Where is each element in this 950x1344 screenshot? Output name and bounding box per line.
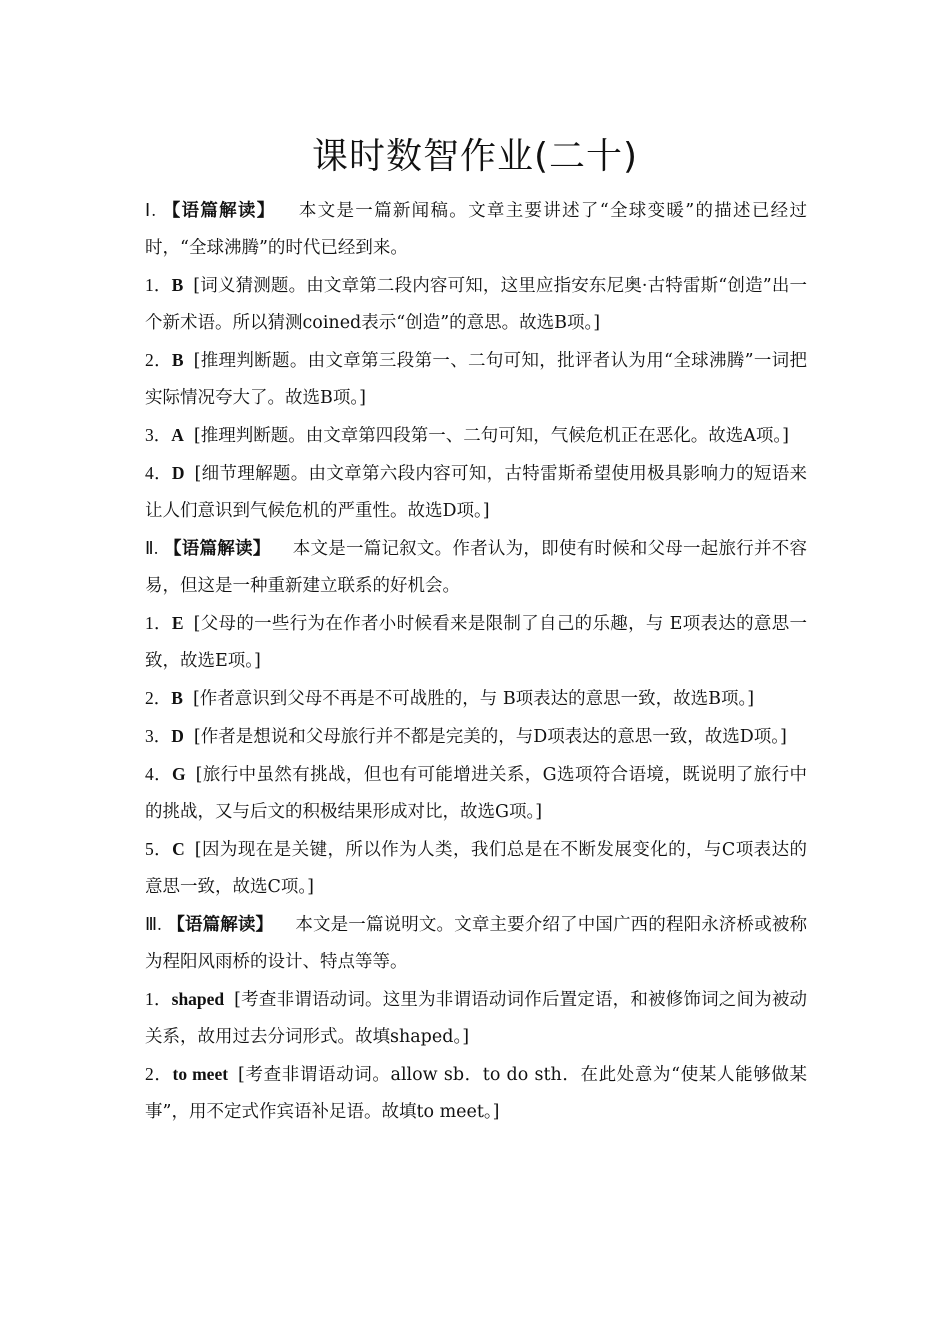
answer-item <box>145 455 807 530</box>
item-answer: B <box>171 688 183 708</box>
item-explanation: [父母的一些行为在作者小时候看来是限制了自己的乐趣，与 E项表达的意思一致，故选E项。] <box>145 614 807 671</box>
item-answer: E <box>171 613 184 633</box>
item-answer: A <box>171 425 184 445</box>
section-2-intro <box>145 530 807 605</box>
item-explanation: [考查非谓语动词。allow sb．to do sth．在此处意为“使某人能够做某事”，用不定式作宾语补足语。故填to meet。] <box>145 1065 807 1122</box>
item-explanation: [作者意识到父母不再是不可战胜的，与 B项表达的意思一致，故选B项。] <box>192 689 755 709</box>
section-numeral: Ⅰ. <box>145 200 156 220</box>
item-answer: shaped <box>171 989 225 1009</box>
answer-item <box>145 718 807 756</box>
section-tag: 【语篇解读】 <box>164 539 271 559</box>
item-explanation: [因为现在是关键，所以作为人类，我们总是在不断发展变化的，与C项表达的意思一致，故选C项。] <box>145 840 808 897</box>
item-number: 3． <box>145 425 172 445</box>
answer-content <box>145 192 807 1131</box>
item-number: 2． <box>145 688 172 708</box>
section-tag: 【语篇解读】 <box>162 201 276 221</box>
answer-item <box>145 267 807 342</box>
answer-item <box>145 342 807 417</box>
answer-item <box>145 1056 807 1131</box>
item-number: 2． <box>145 350 172 370</box>
item-number: 1． <box>145 275 172 295</box>
page-title: 课时数智作业(二十) <box>311 136 639 177</box>
item-answer: D <box>171 726 184 746</box>
section-summary: 本文是一篇记叙文。作者认为，即使有时候和父母一起旅行并不容易，但这是一种重新建立联系的好机会。 <box>145 539 807 596</box>
item-explanation: [考查非谓语动词。这里为非谓语动词作后置定语，和被修饰词之间为被动关系，故用过去分词形式。故填shaped。] <box>145 990 808 1047</box>
item-explanation: [推理判断题。由文章第三段第一、二句可知，批评者认为用“全球沸腾”一词把实际情况夸大了。故选B项。] <box>145 351 807 408</box>
answer-item <box>145 756 807 831</box>
answer-item <box>145 605 807 680</box>
item-number: 4． <box>145 764 173 784</box>
section-1-intro <box>145 192 807 267</box>
section-summary: 本文是一篇说明文。文章主要介绍了中国广西的程阳永济桥或被称为程阳风雨桥的设计、特点等等。 <box>145 915 807 972</box>
item-answer: D <box>171 463 185 483</box>
item-answer: C <box>172 839 185 859</box>
section-numeral: Ⅱ. <box>145 538 159 558</box>
item-number: 1． <box>145 989 172 1009</box>
section-summary: 本文是一篇新闻稿。文章主要讲述了“全球变暖”的描述已经过时，“全球沸腾”的时代已经到来。 <box>145 201 807 258</box>
answer-item <box>145 680 807 718</box>
section-3-intro <box>145 906 807 981</box>
item-explanation: [细节理解题。由文章第六段内容可知，古特雷斯希望使用极具影响力的短语来让人们意识到气候危机的严重性。故选D项。] <box>145 464 808 521</box>
item-number: 2． <box>145 1064 173 1084</box>
item-explanation: [作者是想说和父母旅行并不都是完美的，与D项表达的意思一致，故选D项。] <box>193 727 787 747</box>
item-number: 4． <box>145 463 172 483</box>
section-numeral: Ⅲ. <box>145 914 162 934</box>
answer-item <box>145 417 807 455</box>
answer-item <box>145 981 807 1056</box>
item-answer: B <box>171 350 184 370</box>
item-answer: G <box>172 764 186 784</box>
item-answer: B <box>171 275 184 295</box>
item-number: 3． <box>145 726 172 746</box>
item-explanation: [词义猜测题。由文章第二段内容可知，这里应指安东尼奥·古特雷斯“创造”出一个新术语。所以猜测coined表示“创造”的意思。故选B项。] <box>145 276 808 333</box>
section-tag: 【语篇解读】 <box>167 915 274 935</box>
item-number: 1． <box>145 613 172 633</box>
item-answer: to meet <box>172 1064 229 1084</box>
item-explanation: [旅行中虽然有挑战，但也有可能增进关系，G选项符合语境，既说明了旅行中的挑战，又与后文的积极结果形成对比，故选G项。] <box>145 765 808 822</box>
item-number: 5． <box>145 839 173 859</box>
answer-item <box>145 831 807 906</box>
item-explanation: [推理判断题。由文章第四段第一、二句可知，气候危机正在恶化。故选A项。] <box>193 426 789 446</box>
